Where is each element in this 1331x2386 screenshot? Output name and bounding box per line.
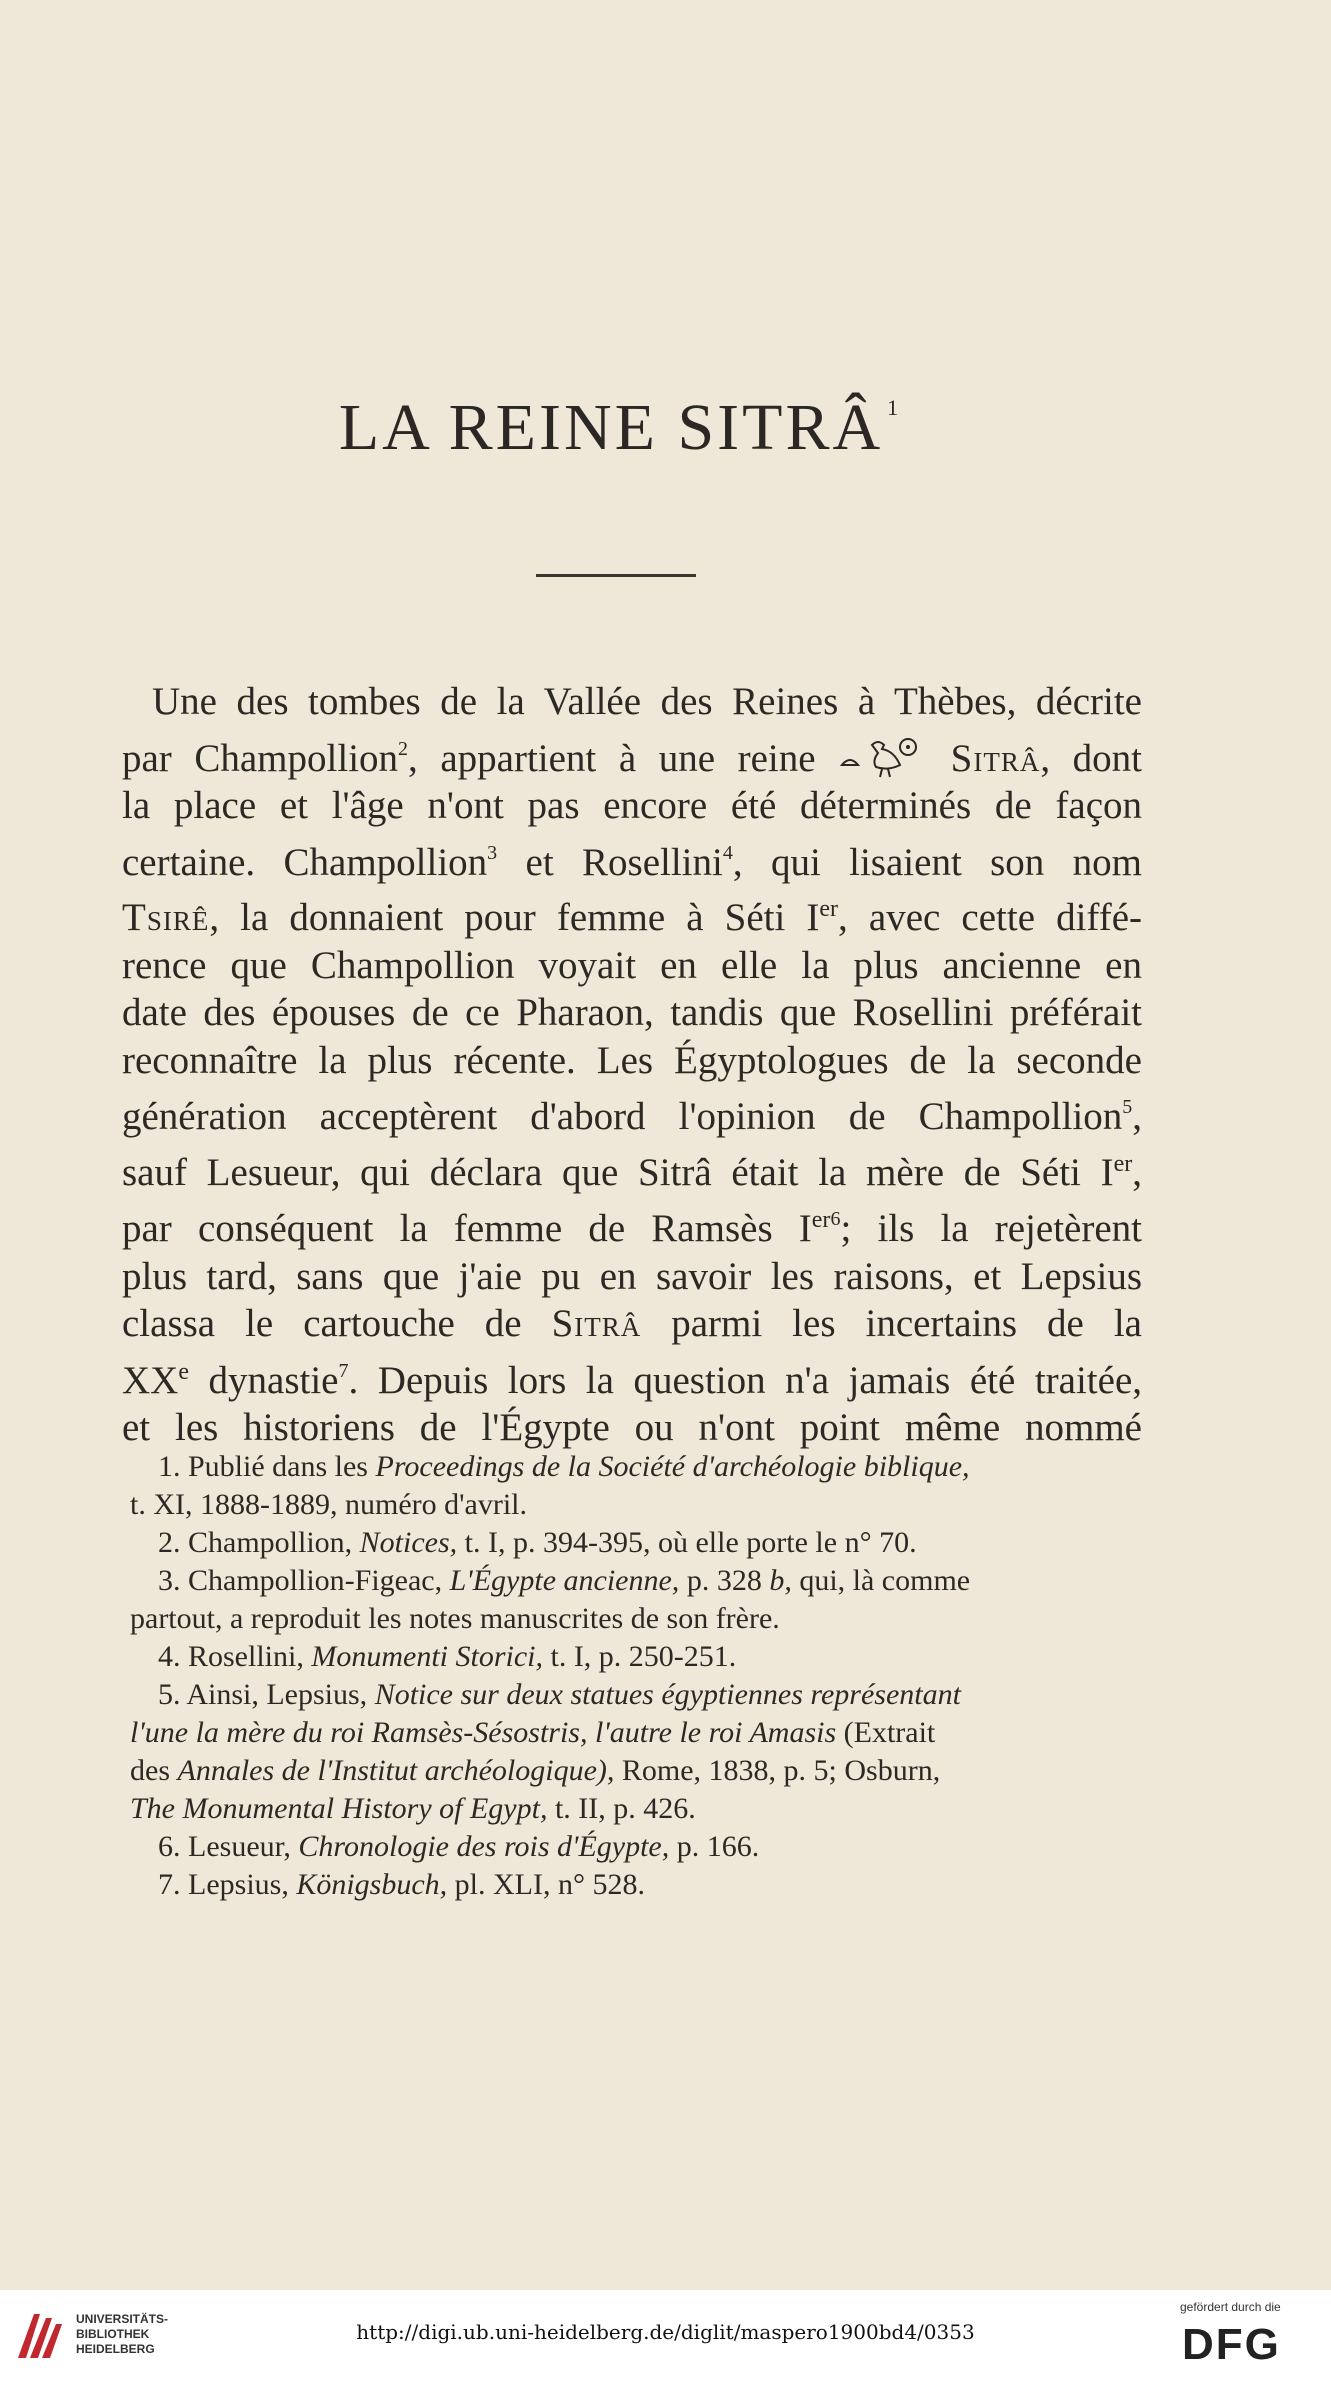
paragraph-line: Tsirê, la donnaient pour femme à Séti Ier, avec cette diffé-	[122, 896, 1142, 939]
page-title	[0, 390, 1240, 466]
footnote-1: 1. Publié dans les Proceedings de la Société d'archéologie biblique, t. XI, 1888-1889, numéro d'avril.	[130, 1450, 970, 1521]
library-name-line: UNIVERSITÄTS-	[76, 2312, 169, 2326]
sponsor-label: gefördert durch die	[1180, 2300, 1281, 2314]
footnotes	[130, 1448, 1145, 1904]
library-name-line: BIBLIOTHEK	[76, 2327, 150, 2341]
paragraph-line: reconnaître la plus récente. Les Égyptologues de la seconde	[122, 1038, 1142, 1082]
title-text: LA REINE SITRÂ	[338, 391, 884, 464]
dfg-logo[interactable]: DFG	[1182, 2320, 1281, 2369]
title-footnote-marker: 1	[887, 395, 902, 420]
footnote-4: 4. Rosellini, Monumenti Storici, t. I, p. 250-251.	[158, 1640, 737, 1673]
sitra-hieroglyph-icon	[838, 735, 928, 779]
paragraph-line: classa le cartouche de Sitrâ parmi les incertains de la	[122, 1302, 1142, 1345]
main-paragraph	[122, 678, 1142, 1452]
paragraph-line: Une des tombes de la Vallée des Reines à Thèbes, décrite	[152, 680, 1142, 723]
paragraph-line: date des épouses de ce Pharaon, tandis que Rosellini préférait	[122, 991, 1142, 1034]
paragraph-line: rence que Champollion voyait en elle la plus ancienne en	[122, 943, 1142, 987]
footnote-5: 5. Ainsi, Lepsius, Notice sur deux statues égyptiennes représentant l'une la mère du roi Ramsès-Sésostris, l'autre le roi Amasis (Extrait des Annales de l'Institut archéologique), Rome, 1838, p. 5; Osburn, The Monumental History of Egypt, t. II, p. 426.	[130, 1678, 961, 1825]
footnote-7: 7. Lepsius, Königsbuch, pl. XLI, n° 528.	[158, 1868, 645, 1901]
paragraph-line: et les historiens de l'Égypte ou n'ont point même nommé	[122, 1406, 1142, 1449]
paragraph-line: certaine. Champollion$^3$ et Rosellini$^4$, qui lisaient son nom	[122, 840, 1142, 884]
title-separator-rule	[536, 574, 696, 577]
footnote-6: 6. Lesueur, Chronologie des rois d'Égypte, p. 166.	[158, 1830, 760, 1863]
paragraph-line: par Champollion$^2$, appartient à une reine Sitrâ, dont	[122, 736, 1142, 780]
paragraph-line: sauf Lesueur, qui déclara que Sitrâ était la mère de Séti Ier,	[122, 1150, 1142, 1194]
library-name-line: HEIDELBERG	[76, 2342, 155, 2356]
permalink-url[interactable]: http://digi.ub.uni-heidelberg.de/diglit/maspero1900bd4/0353	[356, 2320, 975, 2344]
paragraph-line: XXe dynastie$^7$. Depuis lors la question n'a jamais été traitée,	[122, 1358, 1143, 1402]
paragraph-line: plus tard, sans que j'aie pu en savoir les raisons, et Lepsius	[122, 1254, 1142, 1298]
footnote-3: 3. Champollion-Figeac, L'Égypte ancienne, p. 328 b, qui, là comme partout, a reproduit les notes manuscrites de son frère.	[130, 1564, 971, 1635]
paragraph-line: la place et l'âge n'ont pas encore été déterminés de façon	[122, 784, 1142, 827]
paragraph-line: génération acceptèrent d'abord l'opinion de Champollion$^5$,	[122, 1095, 1142, 1138]
footnote-2: 2. Champollion, Notices, t. I, p. 394-395, où elle porte le n° 70.	[158, 1526, 917, 1559]
paragraph-line: par conséquent la femme de Ramsès I$^{er6}$; ils la rejetèrent	[122, 1207, 1142, 1250]
